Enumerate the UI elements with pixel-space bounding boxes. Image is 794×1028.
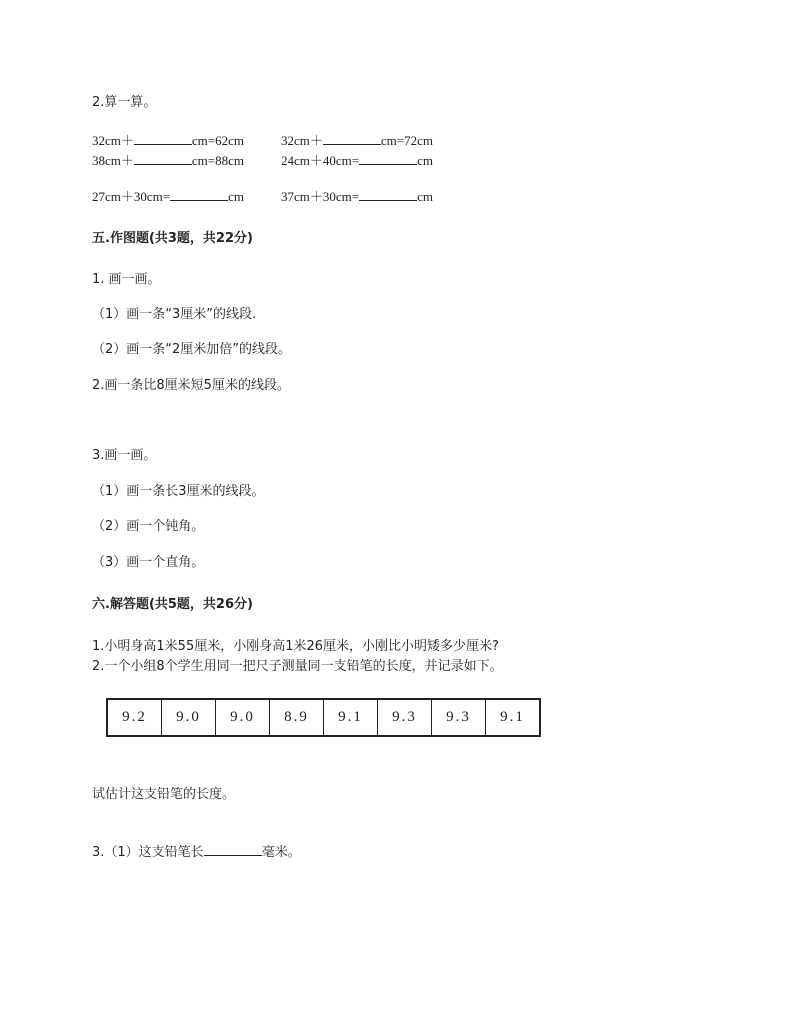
table-cell: 9.3 [378,699,432,736]
s5-q3-item3: （3）画一个直角。 [92,555,205,570]
calc-row-2a [92,151,244,170]
s5-q2-title: 2.画一条比8厘米短5厘米的线段。 [92,378,290,393]
calc-text: 24cm＋40cm= [281,153,360,168]
s6-q2: 2.一个小组8个学生用同一把尺子测量同一支铅笔的长度，并记录如下。 [92,659,503,674]
s5-q1-item2: （2）画一条“2厘米加倍”的线段。 [92,342,292,357]
table-cell: 9.0 [216,699,270,736]
section6-heading: 六.解答题(共5题，共26分) [92,597,253,612]
calc-row-1a [92,131,244,150]
s5-q3-title: 3.画一画。 [92,448,157,463]
s6-estimate: 试估计这支铅笔的长度。 [92,787,236,802]
s6-q3 [92,842,301,862]
section5-heading: 五.作图题(共3题，共22分) [92,231,253,246]
calc-text: 27cm＋30cm= [92,189,171,204]
table-cell: 9.1 [324,699,378,736]
calc-text: cm=88cm [191,153,244,168]
answer-blank[interactable] [323,131,381,145]
question-text: 3.（1）这支铅笔长 [92,845,204,860]
calc-text: cm [228,189,244,204]
table-cell: 9.1 [486,699,541,736]
calc-row-2b [281,151,433,170]
calc-text: 32cm＋ [281,133,323,148]
table-cell: 9.0 [162,699,216,736]
s6-q1: 1.小明身高1米55厘米，小刚身高1米26厘米，小刚比小明矮多少厘米? [92,639,499,654]
calc-text: cm=62cm [191,133,244,148]
s5-q3-item2: （2）画一个钝角。 [92,519,205,534]
measurement-table [106,698,541,737]
answer-blank[interactable] [204,842,262,856]
s5-q3-item1: （1）画一条长3厘米的线段。 [92,484,265,499]
answer-blank[interactable] [134,151,192,165]
calc-text: 38cm＋ [92,153,134,168]
calc-text: 37cm＋30cm= [281,189,360,204]
calc-text: cm [417,153,433,168]
answer-blank[interactable] [359,187,417,201]
table-cell: 9.2 [107,699,162,736]
calc-text: cm=72cm [380,133,433,148]
table-row [107,699,540,736]
answer-blank[interactable] [170,187,228,201]
calc-row-3a [92,187,244,206]
table-cell: 8.9 [270,699,324,736]
calc-row-1b [281,131,433,150]
answer-blank[interactable] [134,131,192,145]
calc-text: cm [417,189,433,204]
question-text: 毫米。 [261,845,301,860]
s5-q1-item1: （1）画一条“3厘米”的线段. [92,307,257,322]
answer-blank[interactable] [359,151,417,165]
calc-row-3b [281,187,433,206]
table-cell: 9.3 [432,699,486,736]
calc-text: 32cm＋ [92,133,134,148]
q2-calc-title: 2.算一算。 [92,95,157,110]
s5-q1-title: 1. 画一画。 [92,272,161,287]
